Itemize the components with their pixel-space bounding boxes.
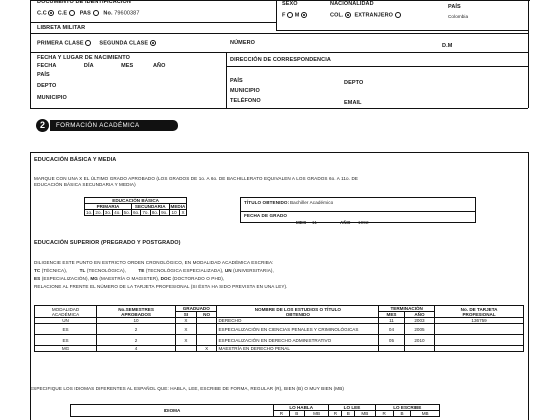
row-nombre[interactable]: ESPECIALIZACIÓN EN CIENCIAS PENALES Y CRIMINOLÓGICAS [217, 324, 379, 335]
row-modalidad[interactable]: ES [35, 324, 97, 335]
grade-cell[interactable]: 1o. [86, 210, 93, 215]
rule-libreta [30, 22, 276, 23]
grade-cell[interactable]: 4o. [114, 210, 121, 215]
libreta-title: LIBRETA MILITAR [37, 25, 86, 31]
pas-label: PAS [79, 10, 91, 17]
basica-instr-2: EDUCACIÓN BÁSICA SECUNDARIA Y MEDIA) [34, 182, 136, 187]
address-title: DIRECCIÓN DE CORRESPONDENCIA [230, 57, 331, 63]
code-te: TE [138, 268, 145, 273]
mes-label: MES [121, 63, 134, 69]
idioma-header: IDIOMA [71, 405, 274, 417]
superior-instr-3: RELACIONE AL FRENTE EL NÚMERO DE LA TARJETA PROFESIONAL (SI ÉSTA HA SIDO PREVISTA EN UNA LEY). [34, 284, 288, 289]
col-nombre-header [217, 306, 379, 318]
row-no[interactable] [196, 324, 217, 335]
idiomas-instruction: ESPECIFIQUE LOS IDIOMAS DIFERENTES AL ESPAÑOL QUE: HABLA, LEE, ESCRIBE DE FORMA, REGULAR (R), BIEN (B) O MUY BIEN (MB) [30, 386, 345, 391]
escribe-r: R [375, 411, 393, 417]
table-row [35, 335, 524, 346]
code-doc-desc: (DOCTORADO O PHD), [172, 276, 225, 281]
m-label: M [294, 12, 300, 19]
row-anio[interactable] [404, 346, 434, 352]
nacionalidad-row [330, 12, 401, 18]
doc-no-label: No. [103, 10, 113, 17]
cc-radio[interactable] [48, 10, 54, 16]
lo-lee-header: LO LEE [329, 405, 375, 411]
lo-escribe-header: LO ESCRIBE [375, 405, 439, 411]
row-si[interactable]: X [176, 324, 197, 335]
addr-pais: PAÍS [230, 78, 243, 84]
row-tarjeta[interactable] [435, 335, 524, 346]
row-nombre[interactable]: DERECHO [217, 318, 379, 324]
col-terminacion-header: TERMINACIÓN [379, 306, 435, 312]
grade-cell[interactable]: 7o. [142, 210, 149, 215]
row-anio[interactable]: 2003 [404, 318, 434, 324]
rule-libreta-2 [30, 33, 528, 34]
cc-label: C.C [37, 10, 47, 17]
libreta-row [37, 40, 156, 46]
titulo-value[interactable]: Bachiller Académico [290, 200, 334, 205]
row-no[interactable] [196, 335, 217, 346]
row-anio[interactable]: 2010 [404, 335, 434, 346]
grade-cell[interactable]: 2o. [95, 210, 102, 215]
pais-label: PAÍS [448, 4, 461, 10]
doc-id-label: DOCUMENTO DE IDENTIFICACIÓN [37, 0, 131, 5]
habla-mb: MB [304, 411, 329, 417]
habla-r: R [274, 411, 290, 417]
anio-label: AÑO [152, 63, 166, 69]
lee-b: B [342, 411, 355, 417]
escribe-mb: MB [411, 411, 440, 417]
row-semestres[interactable]: 2 [97, 324, 176, 335]
birth-fecha-row [37, 63, 166, 69]
col-radio[interactable] [345, 12, 351, 18]
code-te-desc: (TECNOLÓGICA ESPECIALIZADA), [145, 268, 224, 273]
code-un-desc: (UNIVERSITARIA), [233, 268, 274, 273]
section-2-badge: 2 [36, 119, 49, 132]
mid-rule-top [276, 0, 277, 30]
left-rule [30, 0, 31, 108]
col-semestres-header [97, 306, 176, 318]
segunda-label: SEGUNDA CLASE [99, 40, 149, 47]
lo-habla-header: LO HABLA [274, 405, 329, 411]
dia-label: DÍA [83, 63, 94, 69]
row-nombre[interactable]: MAESTRÍA EN DERECHO PENAL [217, 346, 379, 352]
col-mes-header: MES [379, 312, 405, 318]
primera-label: PRIMERA CLASE [37, 40, 84, 47]
row-tarjeta[interactable]: 136759 [435, 318, 524, 324]
rule-address [226, 66, 528, 67]
addr-telefono: TELÉFONO [230, 98, 261, 104]
mes-grado-label: MES [296, 220, 307, 225]
grade-table-title: EDUCACIÓN BÁSICA [85, 198, 187, 204]
code-doc: DOC [160, 276, 172, 281]
right-rule [528, 0, 529, 108]
row-tarjeta[interactable] [435, 346, 524, 352]
col-tarjeta-header [435, 306, 524, 318]
col-graduado-header: GRADUADO [176, 306, 217, 312]
grade-cell-checked[interactable]: X [179, 210, 187, 216]
row-si[interactable]: X [176, 335, 197, 346]
primera-radio[interactable] [85, 40, 91, 46]
addr-depto: DEPTO [344, 80, 364, 86]
basica-instr-1: MARQUE CON UNA X EL ÚLTIMO GRADO APROBADO (LOS GRADOS DE 1o. A 6o. DE BACHILLERATO EQUIVALEN A LOS GRADOS 6o. A 11o. DE [34, 176, 359, 181]
row-si[interactable]: X [176, 318, 197, 324]
superior-table [34, 305, 524, 352]
f-radio[interactable] [287, 12, 293, 18]
titulo-mid-rule [240, 211, 476, 212]
numero-label: NÚMERO [230, 40, 256, 46]
rule-nacionalidad [276, 30, 528, 31]
ce-label: C.E [57, 10, 68, 17]
superior-instr-1: DILIGENCIE ESTE PUNTO EN ESTRICTO ORDEN CRONOLÓGICO, EN MODALIDAD ACADÉMICA ESCRIBA: [34, 260, 274, 265]
col-modalidad-header [35, 306, 97, 318]
row-mes[interactable]: 11 [379, 318, 405, 324]
secundaria-header: SECUNDARIA [131, 204, 169, 210]
birth-municipio: MUNICIPIO [37, 95, 67, 101]
ce-radio[interactable] [69, 10, 75, 16]
row-semestres[interactable]: 2 [97, 335, 176, 346]
grade-cell[interactable]: 3o. [104, 210, 112, 215]
mes-grado-value[interactable]: 11 [312, 220, 317, 225]
col-anio-header: AÑO [404, 312, 434, 318]
nacionalidad-label: NACIONALIDAD [330, 1, 374, 7]
f-label: F [282, 12, 286, 19]
birth-depto: DEPTO [37, 83, 57, 89]
grade-cell[interactable]: 6o. [132, 210, 140, 215]
grade-cell[interactable]: 5o. [123, 210, 130, 215]
escribe-b: B [393, 411, 411, 417]
segunda-radio[interactable] [150, 40, 156, 46]
col-nombre-text: NOMBRE DE LOS ESTUDIOS O TÍTULO [254, 306, 341, 312]
idiomas-table [70, 404, 440, 417]
addr-email: EMAIL [344, 100, 362, 106]
row-si[interactable] [176, 346, 197, 352]
code-tc-desc: (TÉCNICA), [41, 268, 68, 273]
row-tarjeta[interactable] [435, 324, 524, 335]
code-mg-desc: (MAESTRÍA O MAGISTER), [99, 276, 160, 281]
right-rule-lower [528, 152, 529, 420]
grade-cell[interactable]: 9o. [161, 210, 168, 215]
birth-title: FECHA Y LUGAR DE NACIMIENTO [37, 55, 130, 61]
fecha-label: FECHA [37, 63, 57, 69]
dm-label: D.M [442, 43, 453, 49]
m-radio[interactable] [301, 12, 307, 18]
code-tl: TL [79, 268, 86, 273]
anio-grado-value[interactable]: 1992 [358, 220, 369, 225]
row-mes[interactable]: 05 [379, 335, 405, 346]
titulo-label: TÍTULO OBTENIDO: [244, 200, 290, 205]
rule-basica-top [30, 152, 528, 153]
doc-type-row [37, 10, 140, 16]
sexo-row [282, 12, 307, 18]
code-tc: TC [34, 268, 41, 273]
table-row [35, 346, 524, 352]
lee-r: R [329, 411, 342, 417]
anio-grado-label: AÑO [340, 220, 351, 225]
addr-municipio: MUNICIPIO [230, 88, 260, 94]
grade-cell[interactable]: 8o. [151, 210, 159, 215]
row-mes[interactable] [379, 346, 405, 352]
row-semestres[interactable]: 10 [97, 318, 176, 324]
row-modalidad[interactable]: ES [35, 335, 97, 346]
rule-birth [30, 52, 528, 53]
lee-mb: MB [355, 411, 375, 417]
sexo-label: SEXO [282, 1, 298, 7]
media-header: MEDIA [170, 204, 186, 209]
col-label: COL. [330, 12, 344, 19]
pais-value[interactable]: Colombia [448, 14, 469, 19]
col-semestres-text: No.SEMESTRES [118, 306, 154, 312]
code-tl-desc: (TECNOLÓGICA), [86, 268, 126, 273]
col-modalidad-text: MODALIDAD [51, 306, 80, 312]
primaria-header: PRIMARIA [85, 204, 132, 210]
col-obtenido-text: OBTENIDO [285, 311, 310, 317]
fecha-grado-label: FECHA DE GRADO [244, 213, 288, 218]
col-academica-text: ACADÉMICA [51, 311, 80, 317]
code-un: UN [224, 268, 232, 273]
superior-heading: EDUCACIÓN SUPERIOR (PREGRADO Y POSTGRADO) [34, 240, 181, 246]
row-modalidad[interactable]: MG [35, 346, 97, 352]
table-row [35, 324, 524, 335]
col-tarjeta-text: No. DE TARJETA [460, 306, 498, 312]
col-profesional-text: PROFESIONAL [462, 311, 496, 317]
birth-pais: PAÍS [37, 72, 50, 78]
doc-no-value[interactable]: 79600387 [114, 10, 140, 17]
code-es: ES [34, 276, 41, 281]
pas-radio[interactable] [93, 10, 99, 16]
row-nombre[interactable]: ESPECIALIZACIÓN EN DERECHO ADMINISTRATIVO [217, 335, 379, 346]
code-es-desc: (ESPECIALIZACIÓN), [41, 276, 89, 281]
superior-codes-1 [34, 268, 274, 273]
row-mes[interactable]: 04 [379, 324, 405, 335]
col-si-header: SI [176, 312, 197, 318]
grade-table [84, 197, 187, 216]
extranjero-radio[interactable] [395, 12, 401, 18]
row-semestres[interactable]: 4 [97, 346, 176, 352]
superior-codes-2 [34, 276, 224, 281]
section-2-title: FORMACIÓN ACADÉMICA [50, 120, 178, 131]
basica-heading: EDUCACIÓN BÁSICA Y MEDIA [34, 157, 117, 163]
row-modalidad[interactable]: UN [35, 318, 97, 324]
rule-bottom-id [30, 108, 528, 109]
rule-birth-mid [226, 52, 227, 108]
col-no-header: NO [196, 312, 217, 318]
left-rule-lower [30, 152, 31, 420]
row-no[interactable]: X [196, 346, 217, 352]
grade-cell[interactable]: 10 [169, 210, 179, 216]
code-mg: MG [90, 276, 98, 281]
habla-b: B [289, 411, 304, 417]
row-anio[interactable]: 2005 [404, 324, 434, 335]
col-aprobados-text: APROBADOS [121, 311, 151, 317]
extranjero-label: EXTRANJERO [354, 12, 394, 19]
